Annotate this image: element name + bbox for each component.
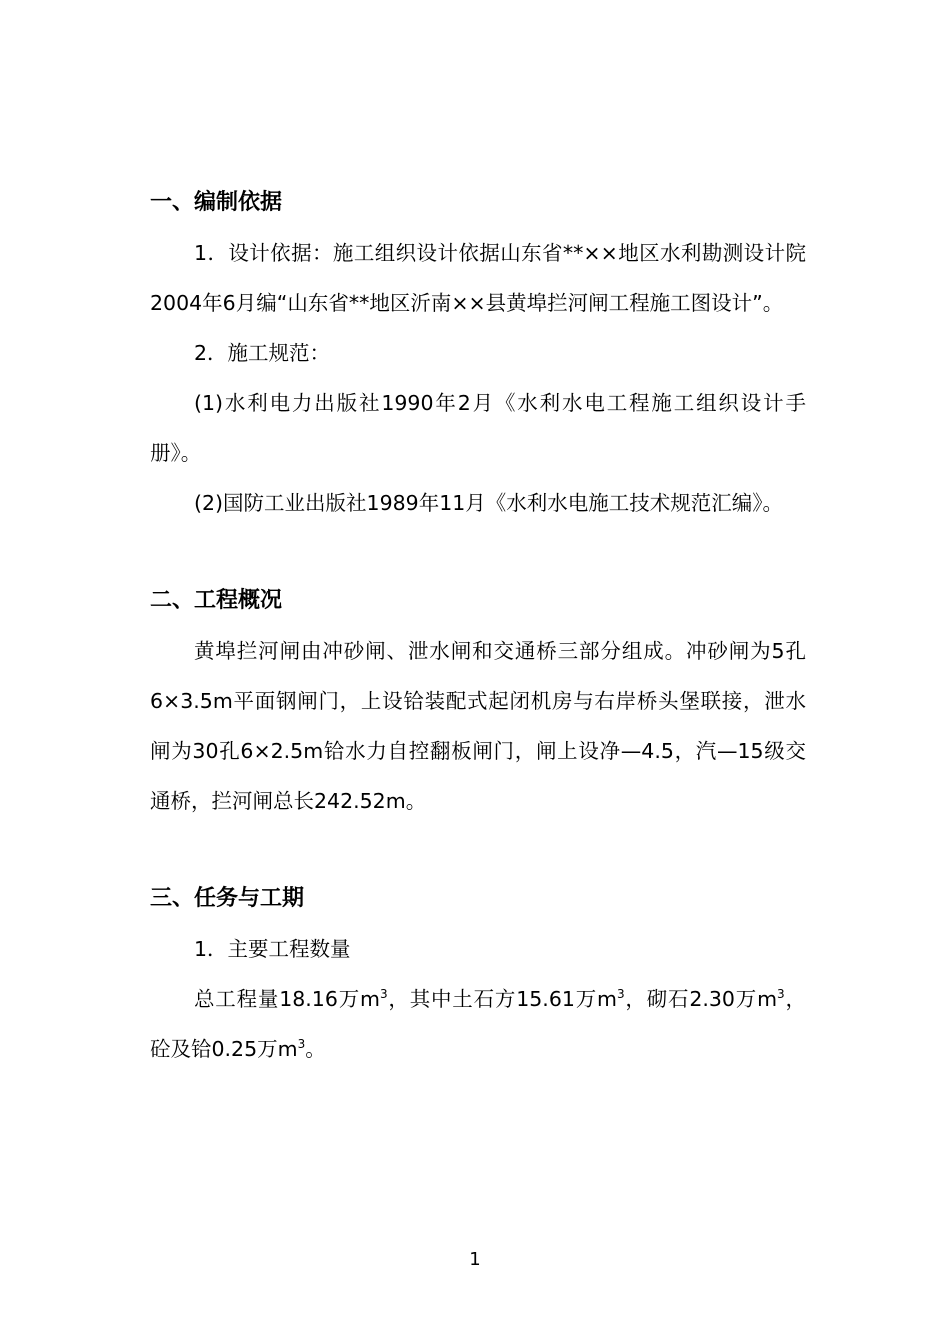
overview-paragraph: 黄埠拦河闸由冲砂闸、泄水闸和交通桥三部分组成。冲砂闸为5孔6×3.5m平面钢闸门，上设铪装配式起闭机房与右岸桥头堡联接，泄水闸为30孔6×2.5m铪水力自控翻板闸门，闸上设净—4.5，汽—15级交通桥，拦河闸总长242.52m。 bbox=[150, 639, 806, 813]
unit-superscript: 3 bbox=[777, 987, 785, 1001]
section-spacer bbox=[150, 528, 806, 576]
masonry-label: ，砌石 bbox=[624, 987, 690, 1011]
unit-superscript: 3 bbox=[379, 987, 388, 1001]
basis-design-paragraph: 1．设计依据：施工组织设计依据山东省**××地区水利勘测设计院2004年6月编“山东省**地区沂南××县黄埠拦河闸工程施工图设计”。 bbox=[150, 241, 806, 315]
total-value: 18.16万m bbox=[279, 987, 380, 1011]
tasks-subheading: 1．主要工程数量 bbox=[194, 937, 351, 961]
concrete-label: ，砼及铪 bbox=[150, 987, 806, 1061]
document-body bbox=[150, 178, 806, 1074]
masonry-value: 2.30万m bbox=[689, 987, 778, 1011]
earthwork-value: 15.61万m bbox=[516, 987, 617, 1011]
section-heading-tasks: 三、任务与工期 bbox=[150, 886, 305, 911]
unit-superscript: 3 bbox=[297, 1037, 306, 1051]
standard-item-1: (1)水利电力出版社1990年2月《水利水电工程施工组织设计手册》。 bbox=[150, 391, 806, 465]
unit-superscript: 3 bbox=[616, 987, 625, 1001]
earthwork-label: ，其中土石方 bbox=[387, 987, 517, 1011]
basis-standards-paragraph: 2．施工规范： bbox=[194, 341, 331, 365]
section-heading-overview: 二、工程概况 bbox=[150, 588, 283, 613]
section-spacer bbox=[150, 826, 806, 874]
sentence-end: 。 bbox=[305, 1037, 326, 1061]
standard-item-2: (2)国防工业出版社1989年11月《水利水电施工技术规范汇编》。 bbox=[194, 491, 784, 515]
section-heading-basis: 一、编制依据 bbox=[150, 190, 283, 215]
total-label: 总工程量 bbox=[194, 987, 280, 1011]
quantities-paragraph bbox=[150, 974, 806, 1074]
concrete-value: 0.25万m bbox=[211, 1037, 298, 1061]
page-number: 1 bbox=[469, 1249, 481, 1270]
